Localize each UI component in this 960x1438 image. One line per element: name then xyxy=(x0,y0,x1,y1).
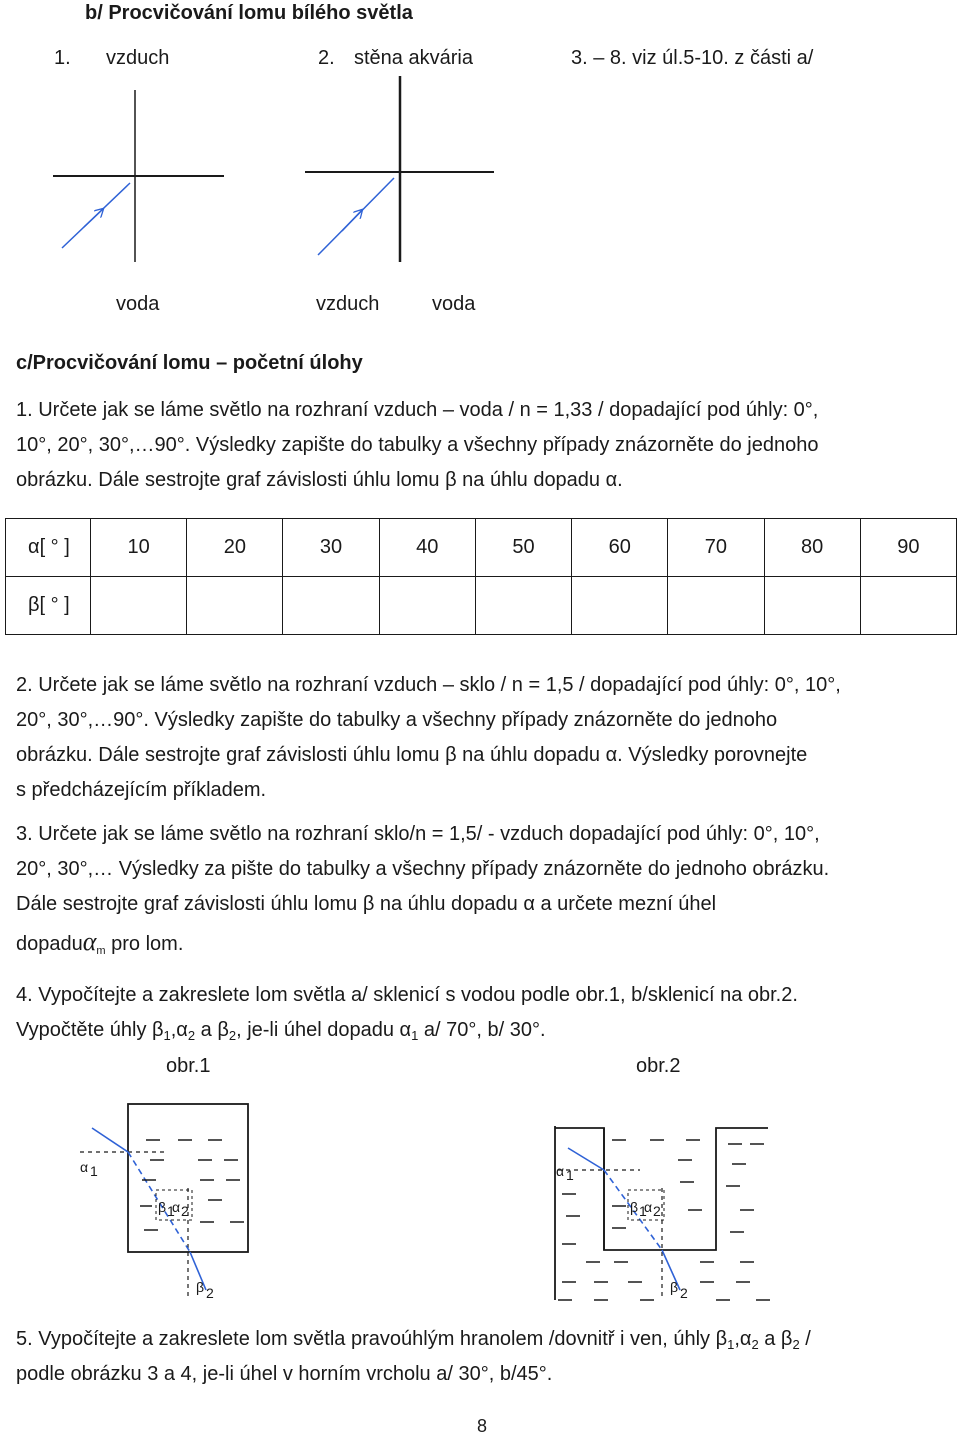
task-4-text: , je-li úhel dopadu α xyxy=(236,1019,412,1041)
caption-obr-1: obr.1 xyxy=(166,1055,211,1077)
task-5-text: ,α xyxy=(734,1328,752,1350)
label-alpha-2: α xyxy=(644,1199,653,1215)
task-5-line-1 xyxy=(16,1322,946,1357)
label-alpha-2-sub: 2 xyxy=(181,1203,189,1219)
alpha-cell: 80 xyxy=(764,519,860,577)
subscript: 2 xyxy=(792,1337,800,1352)
task-2-line: s předcházejícím příkladem. xyxy=(16,779,267,801)
task-2-line: 20°, 30°,…90°. Výsledky zapište do tabulky a všechny případy znázorněte do jednoho xyxy=(16,709,778,731)
item-reference: 3. – 8. viz úl.5-10. z části a/ xyxy=(571,47,814,69)
beta-header: β[ ° ] xyxy=(6,577,91,635)
label-beta-1-sub: 1 xyxy=(639,1203,647,1219)
label-alpha-1: α xyxy=(556,1163,565,1179)
page-number: 8 xyxy=(477,1416,488,1436)
alpha-cell: 40 xyxy=(379,519,475,577)
alpha-cell: 20 xyxy=(187,519,283,577)
task-5-text: / xyxy=(799,1328,811,1350)
task-3-dopadu: dopadu xyxy=(16,933,83,955)
task-4-text: a β xyxy=(195,1019,229,1041)
alpha-cell: 30 xyxy=(283,519,379,577)
label-alpha-1-sub: 1 xyxy=(90,1163,98,1179)
label-vzduch: vzduch xyxy=(316,293,380,315)
task-2-line: 2. Určete jak se láme světlo na rozhraní vzduch – sklo / n = 1,5 / dopadající pod úhly: 0°, 10°, xyxy=(16,674,841,696)
alpha-cell: 50 xyxy=(475,519,571,577)
subscript: 2 xyxy=(228,1028,237,1043)
task-4-text: a/ 70°, b/ 30°. xyxy=(418,1019,546,1041)
label-voda-2: voda xyxy=(432,293,476,315)
task-3-line: 20°, 30°,… Výsledky za pište do tabulky a všechny případy znázorněte do jednoho obrázku. xyxy=(16,858,830,880)
alpha-cell: 10 xyxy=(91,519,187,577)
task-4-line-1: 4. Vypočítejte a zakreslete lom světla a/ sklenicí s vodou podle obr.1, b/sklenicí na obr.2. xyxy=(16,984,798,1006)
task-5-text: a β xyxy=(758,1328,793,1350)
label-alpha-2-sub: 2 xyxy=(653,1203,661,1219)
task-5-line-2: podle obrázku 3 a 4, je-li úhel v horním vrcholu a/ 30°, b/45°. xyxy=(16,1363,553,1385)
subscript: 2 xyxy=(187,1028,196,1043)
alpha-header: α[ ° ] xyxy=(6,519,91,577)
task-4-text: Vypočtěte úhly β xyxy=(16,1019,164,1041)
task-5-text: 5. Vypočítejte a zakreslete lom světla pravoúhlým hranolem /dovnitř i ven, úhly β xyxy=(16,1328,728,1350)
item-vzduch: vzduch xyxy=(106,47,170,69)
task-3-line: Dále sestrojte graf závislosti úhlu lomu β na úhlu dopadu α a určete mezní úhel xyxy=(16,893,717,915)
label-voda-1: voda xyxy=(116,293,160,315)
section-c-title: c/Procvičování lomu – početní úlohy xyxy=(16,352,363,374)
subscript: 1 xyxy=(411,1028,419,1043)
alpha-cell: 70 xyxy=(668,519,764,577)
label-beta-2: β xyxy=(670,1279,679,1295)
alpha-cell: 90 xyxy=(860,519,956,577)
item-number-1: 1. xyxy=(54,47,71,69)
task-3-line: 3. Určete jak se láme světlo na rozhraní sklo/n = 1,5/ - vzduch dopadající pod úhly: 0°, 10°, xyxy=(16,823,820,845)
item-stena-akvaria: stěna akvária xyxy=(354,47,473,69)
label-alpha-2: α xyxy=(172,1199,181,1215)
label-alpha-1: α xyxy=(80,1159,89,1175)
task-1-line: obrázku. Dále sestrojte graf závislosti úhlu lomu β na úhlu dopadu α. xyxy=(16,469,623,491)
task-1-line: 10°, 20°, 30°,…90°. Výsledky zapište do tabulky a všechny případy znázorněte do jednoho xyxy=(16,434,819,456)
task-1-line: 1. Určete jak se láme světlo na rozhraní vzduch – voda / n = 1,33 / dopadající pod úhly: 0°, xyxy=(16,399,819,421)
subscript: 2 xyxy=(751,1337,759,1352)
alpha-m-subscript: m xyxy=(96,945,106,957)
label-beta-1-sub: 1 xyxy=(167,1203,175,1219)
task-5 xyxy=(16,1322,946,1392)
alpha-cell: 60 xyxy=(572,519,668,577)
alpha-m-symbol: α xyxy=(82,927,97,956)
figure-obr-1 xyxy=(80,1104,248,1301)
label-beta-1: β xyxy=(630,1199,639,1215)
figure-obr-2 xyxy=(555,1126,770,1301)
section-b-title: b/ Procvičování lomu bílého světla xyxy=(85,2,413,24)
task-2-line: obrázku. Dále sestrojte graf závislosti úhlu lomu β na úhlu dopadu α. Výsledky porovnejte xyxy=(16,744,808,766)
label-alpha-1-sub: 1 xyxy=(566,1167,574,1183)
caption-obr-2: obr.2 xyxy=(636,1055,681,1077)
task-3-pro-lom: pro lom. xyxy=(105,933,184,955)
label-beta-2-sub: 2 xyxy=(680,1285,688,1301)
label-beta-2: β xyxy=(196,1279,205,1295)
item-number-2: 2. xyxy=(318,47,335,69)
task-4-text: ,α xyxy=(170,1019,188,1041)
subscript: 1 xyxy=(727,1337,735,1352)
subscript: 1 xyxy=(163,1028,171,1043)
label-beta-1: β xyxy=(158,1199,167,1215)
label-beta-2-sub: 2 xyxy=(206,1285,214,1301)
